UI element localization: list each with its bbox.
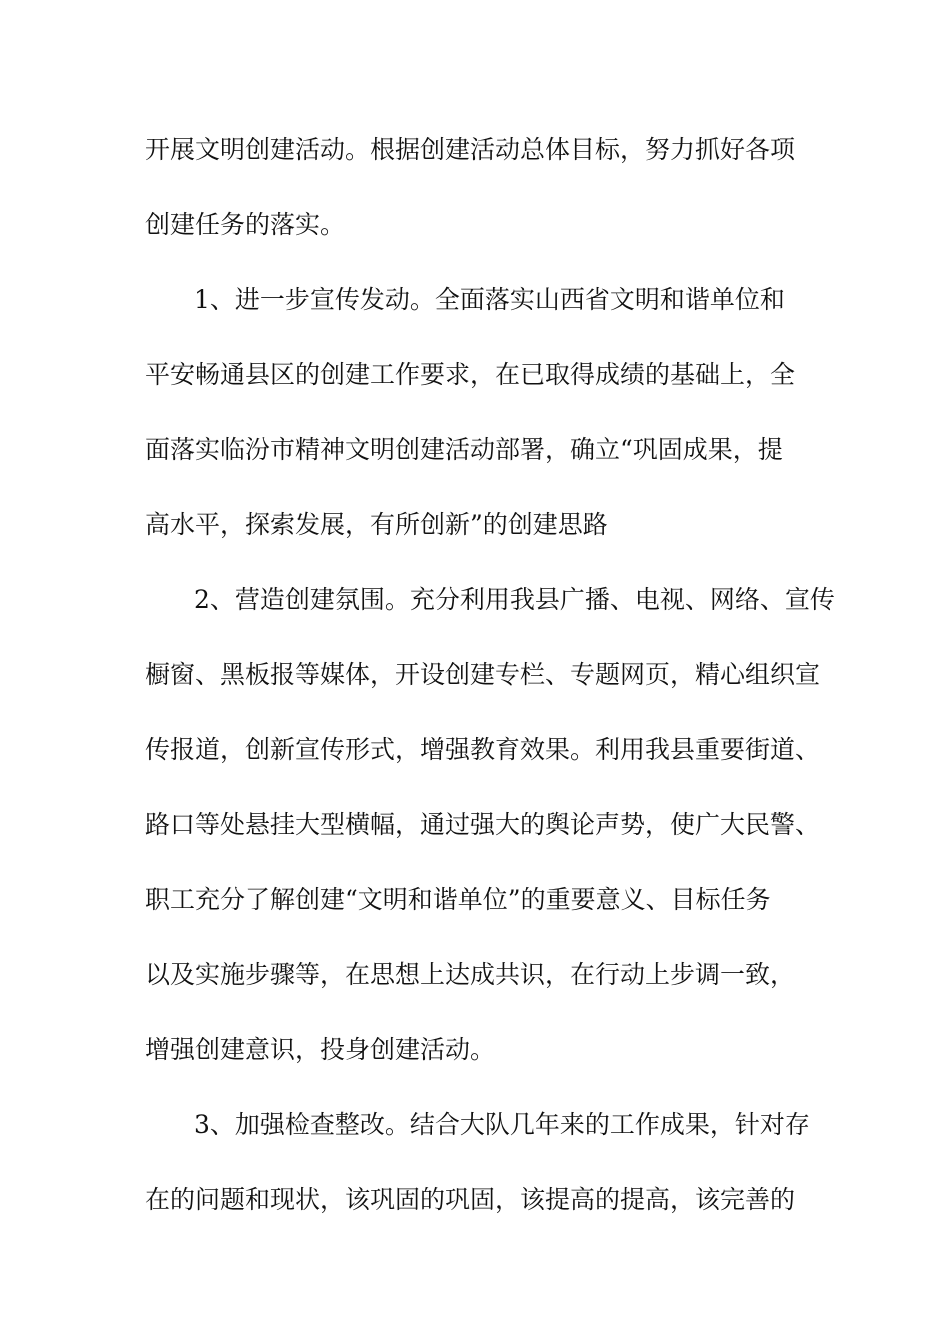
- text-line: 在的问题和现状，该巩固的巩固，该提高的提高，该完善的: [145, 1185, 796, 1214]
- paragraph-3-first-line: 3、加强检查整改。结合大队几年来的工作成果，针对存: [194, 1110, 810, 1139]
- text-line: 创建任务的落实。: [145, 210, 346, 239]
- text-line: 以及实施步骤等，在思想上达成共识，在行动上步调一致，: [145, 960, 796, 989]
- text-line: 高水平，探索发展，有所创新”的创建思路: [145, 510, 608, 539]
- text-line: 橱窗、黑板报等媒体，开设创建专栏、专题网页，精心组织宣: [145, 660, 821, 689]
- text-line: 平安畅通县区的创建工作要求，在已取得成绩的基础上，全: [145, 360, 796, 389]
- text-line: 面落实临汾市精神文明创建活动部署，确立“巩固成果，提: [145, 435, 783, 464]
- paragraph-2-first-line: 2、营造创建氛围。充分利用我县广播、电视、网络、宣传: [194, 585, 835, 614]
- paragraph-1-first-line: 1、进一步宣传发动。全面落实山西省文明和谐单位和: [194, 285, 785, 314]
- text-line: 路口等处悬挂大型横幅，通过强大的舆论声势，使广大民警、: [145, 810, 821, 839]
- text-line: 增强创建意识，投身创建活动。: [145, 1035, 496, 1064]
- text-line: 开展文明创建活动。根据创建活动总体目标，努力抓好各项: [145, 135, 796, 164]
- text-line: 传报道，创新宣传形式，增强教育效果。利用我县重要街道、: [145, 735, 821, 764]
- text-line: 职工充分了解创建“文明和谐单位”的重要意义、目标任务: [145, 885, 771, 914]
